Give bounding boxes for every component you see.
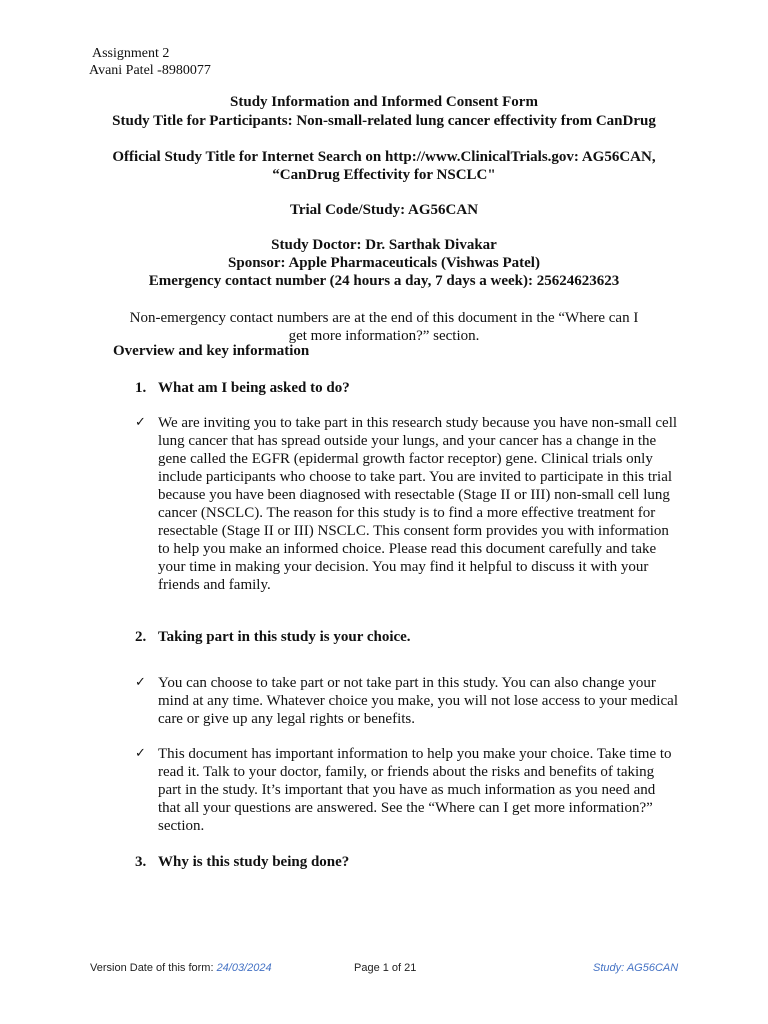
footer-version	[90, 962, 272, 974]
section-heading-text: Why is this study being done?	[158, 854, 350, 870]
page-number: Page 1 of 21	[354, 962, 417, 974]
version-label: Version Date of this form:	[90, 962, 217, 974]
section-heading-text: What am I being asked to do?	[158, 380, 350, 396]
document-header	[89, 45, 211, 79]
section-number: 2.	[135, 629, 147, 645]
bullet-text: You can choose to take part or not take part in this study. You can also change your mind at any time. Whatever choice you make, you will not lose access to your medical care or give up any legal rights or benefits.	[158, 675, 678, 727]
footer-study-code: Study: AG56CAN	[593, 962, 679, 974]
footer-study	[593, 962, 678, 974]
official-title-line2: “CanDrug Effectivity for NSCLC"	[272, 167, 496, 183]
bullet-text: This document has important information to help you make your choice. Take time to read it. Talk to your doctor, family, or friends about the risks and benefits of taking part in the study. It’s important that you have as much information as you need and that all your questions are answered. See the “Where can I get more information?” section.	[158, 746, 672, 834]
section-heading-1	[135, 380, 350, 397]
section-heading-text: Taking part in this study is your choice.	[158, 629, 411, 645]
section-heading-3	[135, 854, 349, 871]
official-title-line1: Official Study Title for Internet Search on http://www.ClinicalTrials.gov: AG56CAN,	[112, 149, 656, 165]
study-doctor: Study Doctor: Dr. Sarthak Divakar	[271, 237, 497, 253]
list-item	[135, 674, 680, 728]
overview-heading: Overview and key information	[113, 343, 310, 359]
check-icon: ✓	[135, 675, 146, 690]
sponsor: Sponsor: Apple Pharmaceuticals (Vishwas Patel)	[228, 255, 540, 271]
check-icon: ✓	[135, 746, 146, 761]
author-label: Avani Patel -8980077	[89, 63, 211, 78]
version-date: 24/03/2024	[216, 962, 272, 974]
participant-title: Study Title for Participants: Non-small-related lung cancer effectivity from CanDrug	[112, 113, 656, 129]
non-emergency-note: Non-emergency contact numbers are at the end of this document in the “Where can I get more information?” section.	[129, 310, 639, 344]
form-title: Study Information and Informed Consent Form	[230, 94, 538, 110]
assignment-label: Assignment 2	[92, 46, 170, 61]
list-item	[135, 414, 680, 594]
section-number: 3.	[135, 854, 147, 870]
section-heading-2	[135, 629, 411, 646]
emergency-contact: Emergency contact number (24 hours a day, 7 days a week): 25624623623	[148, 273, 620, 289]
bullet-text: We are inviting you to take part in this research study because you have non-small cell lung cancer that has spread outside your lungs, and your cancer has a change in the gene called the EGFR (epidermal growth factor receptor) gene. Clinical trials only include participants who choose to take part. You are invited to participate in this trial because you have been diagnosed with resectable (Stage II or III) non-small cell lung cancer (NSCLC). The reason for this study is to find a more effective treatment for resectable (Stage II or III) NSCLC. This consent form provides you with information to help you make an informed choice. Please read this document carefully and take your time in making your decision. You may find it helpful to discuss it with your friends and family.	[158, 415, 678, 593]
trial-code: Trial Code/Study: AG56CAN	[289, 202, 479, 218]
list-item	[135, 745, 680, 835]
check-icon: ✓	[135, 415, 146, 430]
section-number: 1.	[135, 380, 147, 396]
